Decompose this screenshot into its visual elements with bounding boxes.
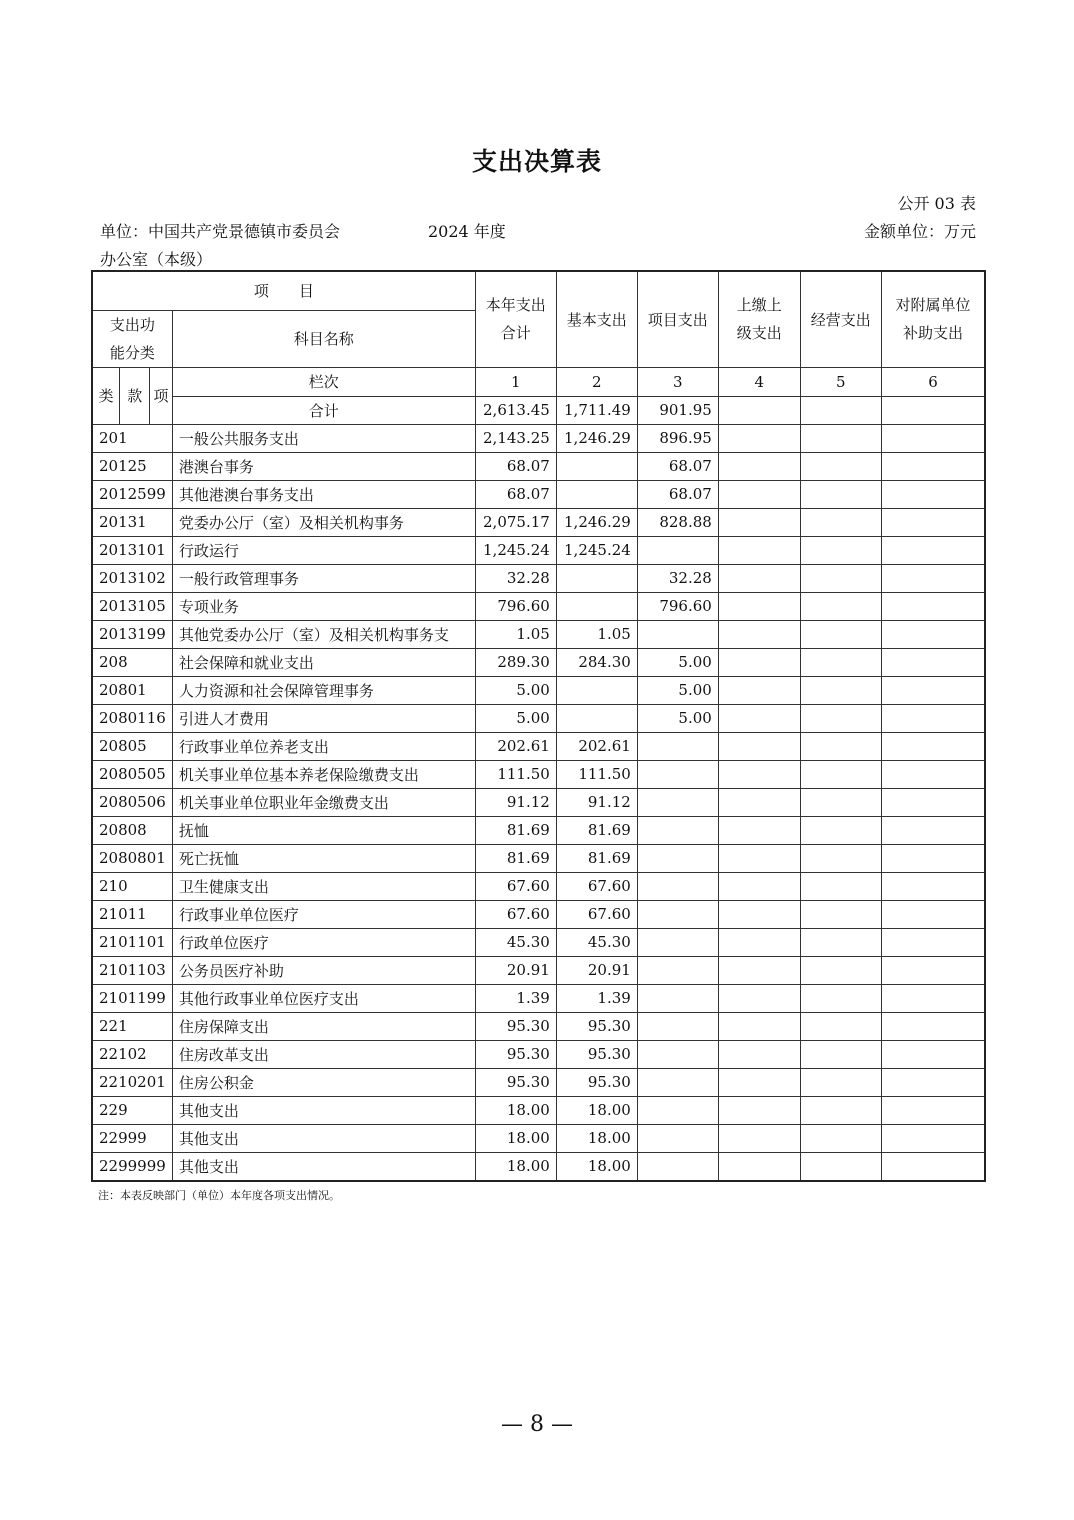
subsidy-cell — [881, 1040, 985, 1068]
subsidy-cell — [881, 452, 985, 480]
unit-name: 单位：中国共产党景德镇市委员会 — [100, 222, 341, 241]
project-cell — [637, 732, 718, 760]
basic-cell: 1,246.29 — [556, 508, 637, 536]
table-row — [92, 1068, 985, 1096]
project-cell — [637, 900, 718, 928]
subsidy-cell — [881, 1012, 985, 1040]
code-cell: 20131 — [92, 508, 172, 536]
table-row — [92, 564, 985, 592]
total-cell: 1,245.24 — [475, 536, 556, 564]
subsidy-cell — [881, 620, 985, 648]
remit-cell — [718, 956, 800, 984]
subject-name-cell: 其他港澳台事务支出 — [172, 480, 475, 508]
table-row — [92, 1012, 985, 1040]
total-cell: 2,613.45 — [475, 396, 556, 424]
col-number: 2 — [556, 367, 637, 396]
table-row — [92, 844, 985, 872]
subject-name-cell: 行政运行 — [172, 536, 475, 564]
business-cell — [800, 844, 881, 872]
business-cell — [800, 480, 881, 508]
col-number: 1 — [475, 367, 556, 396]
code-cell: 201 — [92, 424, 172, 452]
subsidy-cell — [881, 844, 985, 872]
subject-name-cell: 其他支出 — [172, 1124, 475, 1152]
business-cell — [800, 984, 881, 1012]
remit-cell — [718, 676, 800, 704]
header-project: 项目支出 — [637, 271, 718, 367]
basic-cell: 81.69 — [556, 816, 637, 844]
subsidy-cell — [881, 676, 985, 704]
business-cell — [800, 424, 881, 452]
remit-cell — [718, 844, 800, 872]
project-cell: 68.07 — [637, 480, 718, 508]
basic-cell: 202.61 — [556, 732, 637, 760]
basic-cell: 1.05 — [556, 620, 637, 648]
business-cell — [800, 536, 881, 564]
remit-cell — [718, 1012, 800, 1040]
basic-cell: 284.30 — [556, 648, 637, 676]
subsidy-cell — [881, 900, 985, 928]
project-cell — [637, 984, 718, 1012]
table-row — [92, 788, 985, 816]
total-cell: 289.30 — [475, 648, 556, 676]
subject-name-cell: 行政单位医疗 — [172, 928, 475, 956]
code-cell: 2013199 — [92, 620, 172, 648]
business-cell — [800, 760, 881, 788]
project-cell: 68.07 — [637, 452, 718, 480]
table-row — [92, 1152, 985, 1181]
total-cell: 5.00 — [475, 704, 556, 732]
subject-name-cell: 住房改革支出 — [172, 1040, 475, 1068]
subject-name-cell: 一般公共服务支出 — [172, 424, 475, 452]
basic-cell: 1,246.29 — [556, 424, 637, 452]
table-row — [92, 900, 985, 928]
expenditure-table — [91, 270, 986, 1182]
business-cell — [800, 872, 881, 900]
remit-cell — [718, 592, 800, 620]
subsidy-cell — [881, 1068, 985, 1096]
code-cell: 2013102 — [92, 564, 172, 592]
business-cell — [800, 1096, 881, 1124]
code-cell: 2101103 — [92, 956, 172, 984]
remit-cell — [718, 732, 800, 760]
business-cell — [800, 592, 881, 620]
header-xiang: 项 — [150, 367, 173, 424]
project-cell: 828.88 — [637, 508, 718, 536]
total-cell: 95.30 — [475, 1040, 556, 1068]
code-cell: 2012599 — [92, 480, 172, 508]
code-cell: 21011 — [92, 900, 172, 928]
basic-cell — [556, 676, 637, 704]
subject-name-cell: 住房保障支出 — [172, 1012, 475, 1040]
code-cell: 2080506 — [92, 788, 172, 816]
basic-cell — [556, 704, 637, 732]
page-number: — 8 — — [501, 1412, 573, 1437]
code-cell: 2210201 — [92, 1068, 172, 1096]
total-cell: 1.05 — [475, 620, 556, 648]
project-cell — [637, 1152, 718, 1181]
subject-name-cell: 抚恤 — [172, 816, 475, 844]
code-cell: 221 — [92, 1012, 172, 1040]
project-cell — [637, 1124, 718, 1152]
business-cell — [800, 564, 881, 592]
subject-name-cell: 社会保障和就业支出 — [172, 648, 475, 676]
project-cell — [637, 928, 718, 956]
col-number: 6 — [881, 367, 985, 396]
business-cell — [800, 396, 881, 424]
basic-cell: 1.39 — [556, 984, 637, 1012]
subsidy-cell — [881, 760, 985, 788]
project-cell — [637, 1012, 718, 1040]
total-cell: 18.00 — [475, 1124, 556, 1152]
basic-cell: 95.30 — [556, 1040, 637, 1068]
code-cell: 20808 — [92, 816, 172, 844]
project-cell — [637, 788, 718, 816]
basic-cell: 18.00 — [556, 1152, 637, 1181]
business-cell — [800, 1124, 881, 1152]
project-cell — [637, 1096, 718, 1124]
basic-cell: 95.30 — [556, 1068, 637, 1096]
project-cell — [637, 760, 718, 788]
subject-name-cell: 机关事业单位基本养老保险缴费支出 — [172, 760, 475, 788]
code-cell: 2013101 — [92, 536, 172, 564]
basic-cell: 95.30 — [556, 1012, 637, 1040]
remit-cell — [718, 620, 800, 648]
subject-name-cell: 住房公积金 — [172, 1068, 475, 1096]
header-lei: 类 — [92, 367, 120, 424]
basic-cell: 111.50 — [556, 760, 637, 788]
subsidy-cell — [881, 928, 985, 956]
table-row — [92, 872, 985, 900]
remit-cell — [718, 1096, 800, 1124]
table-row — [92, 816, 985, 844]
total-cell: 95.30 — [475, 1068, 556, 1096]
amount-unit: 金额单位：万元 — [863, 222, 976, 241]
business-cell — [800, 648, 881, 676]
business-cell — [800, 732, 881, 760]
table-row — [92, 956, 985, 984]
header-subject-name: 科目名称 — [172, 310, 475, 367]
basic-cell: 1,711.49 — [556, 396, 637, 424]
business-cell — [800, 508, 881, 536]
table-row — [92, 648, 985, 676]
subject-name-cell: 公务员医疗补助 — [172, 956, 475, 984]
col-number: 4 — [718, 367, 800, 396]
subject-name-cell: 党委办公厅（室）及相关机构事务 — [172, 508, 475, 536]
subsidy-cell — [881, 1152, 985, 1181]
total-cell: 95.30 — [475, 1012, 556, 1040]
project-cell: 5.00 — [637, 704, 718, 732]
subsidy-cell — [881, 508, 985, 536]
subsidy-cell — [881, 480, 985, 508]
code-cell: 2080505 — [92, 760, 172, 788]
basic-cell: 20.91 — [556, 956, 637, 984]
subject-name-cell: 一般行政管理事务 — [172, 564, 475, 592]
table-row — [92, 760, 985, 788]
col-number: 5 — [800, 367, 881, 396]
code-cell: 210 — [92, 872, 172, 900]
business-cell — [800, 956, 881, 984]
total-cell: 1.39 — [475, 984, 556, 1012]
total-cell: 68.07 — [475, 452, 556, 480]
project-cell — [637, 1068, 718, 1096]
remit-cell — [718, 1124, 800, 1152]
business-cell — [800, 704, 881, 732]
total-cell: 18.00 — [475, 1096, 556, 1124]
unit-name-suffix: 办公室（本级） — [100, 250, 213, 269]
business-cell — [800, 928, 881, 956]
basic-cell: 67.60 — [556, 900, 637, 928]
table-row — [92, 676, 985, 704]
header-total: 本年支出合计 — [475, 271, 556, 367]
header-column-label: 栏次 — [172, 367, 475, 396]
remit-cell — [718, 564, 800, 592]
total-cell: 111.50 — [475, 760, 556, 788]
business-cell — [800, 452, 881, 480]
table-row — [92, 704, 985, 732]
header-basic: 基本支出 — [556, 271, 637, 367]
basic-cell — [556, 592, 637, 620]
project-cell: 896.95 — [637, 424, 718, 452]
basic-cell: 45.30 — [556, 928, 637, 956]
business-cell — [800, 620, 881, 648]
remit-cell — [718, 396, 800, 424]
remit-cell — [718, 480, 800, 508]
table-row — [92, 928, 985, 956]
remit-cell — [718, 984, 800, 1012]
remit-cell — [718, 1068, 800, 1096]
form-number: 公开 03 表 — [897, 194, 976, 213]
subject-name-cell: 死亡抚恤 — [172, 844, 475, 872]
header-business: 经营支出 — [800, 271, 881, 367]
remit-cell — [718, 1040, 800, 1068]
total-cell: 2,143.25 — [475, 424, 556, 452]
project-cell — [637, 872, 718, 900]
subject-name-cell: 专项业务 — [172, 592, 475, 620]
code-cell: 20805 — [92, 732, 172, 760]
table-row — [92, 424, 985, 452]
project-cell: 5.00 — [637, 648, 718, 676]
project-cell: 32.28 — [637, 564, 718, 592]
code-cell: 2080116 — [92, 704, 172, 732]
subsidy-cell — [881, 536, 985, 564]
subject-name-cell: 其他支出 — [172, 1096, 475, 1124]
col-number: 3 — [637, 367, 718, 396]
subject-name-cell: 其他支出 — [172, 1152, 475, 1181]
subject-name-cell: 港澳台事务 — [172, 452, 475, 480]
project-cell: 796.60 — [637, 592, 718, 620]
subject-name-cell: 行政事业单位养老支出 — [172, 732, 475, 760]
table-row — [92, 984, 985, 1012]
project-cell — [637, 536, 718, 564]
subsidy-cell — [881, 1096, 985, 1124]
subsidy-cell — [881, 956, 985, 984]
table-row — [92, 620, 985, 648]
table-row — [92, 1096, 985, 1124]
total-cell: 18.00 — [475, 1152, 556, 1181]
basic-cell: 91.12 — [556, 788, 637, 816]
subsidy-cell — [881, 788, 985, 816]
total-cell: 796.60 — [475, 592, 556, 620]
basic-cell: 18.00 — [556, 1124, 637, 1152]
table-note: 注：本表反映部门（单位）本年度各项支出情况。 — [98, 1189, 340, 1202]
business-cell — [800, 1012, 881, 1040]
header-item: 项 目 — [92, 271, 475, 310]
subsidy-cell — [881, 732, 985, 760]
total-cell: 81.69 — [475, 844, 556, 872]
remit-cell — [718, 760, 800, 788]
basic-cell — [556, 452, 637, 480]
table-row — [92, 1040, 985, 1068]
basic-cell: 1,245.24 — [556, 536, 637, 564]
page-title: 支出决算表 — [471, 147, 602, 176]
subsidy-cell — [881, 816, 985, 844]
code-cell: 2299999 — [92, 1152, 172, 1181]
remit-cell — [718, 452, 800, 480]
business-cell — [800, 1040, 881, 1068]
project-cell — [637, 620, 718, 648]
business-cell — [800, 900, 881, 928]
subject-name-cell: 引进人才费用 — [172, 704, 475, 732]
business-cell — [800, 816, 881, 844]
basic-cell: 18.00 — [556, 1096, 637, 1124]
header-func-class: 支出功能分类 — [92, 310, 172, 367]
total-cell: 45.30 — [475, 928, 556, 956]
total-row — [92, 396, 985, 424]
remit-cell — [718, 872, 800, 900]
code-cell: 229 — [92, 1096, 172, 1124]
subsidy-cell — [881, 872, 985, 900]
code-cell: 2013105 — [92, 592, 172, 620]
header-kuan: 款 — [120, 367, 150, 424]
business-cell — [800, 1152, 881, 1181]
code-cell: 20801 — [92, 676, 172, 704]
code-cell: 20125 — [92, 452, 172, 480]
basic-cell: 67.60 — [556, 872, 637, 900]
project-cell: 901.95 — [637, 396, 718, 424]
basic-cell: 81.69 — [556, 844, 637, 872]
total-cell: 5.00 — [475, 676, 556, 704]
table-row — [92, 732, 985, 760]
subject-name-cell: 机关事业单位职业年金缴费支出 — [172, 788, 475, 816]
total-cell: 20.91 — [475, 956, 556, 984]
project-cell — [637, 844, 718, 872]
subsidy-cell — [881, 984, 985, 1012]
code-cell: 208 — [92, 648, 172, 676]
table-row — [92, 592, 985, 620]
total-cell: 2,075.17 — [475, 508, 556, 536]
remit-cell — [718, 928, 800, 956]
subsidy-cell — [881, 564, 985, 592]
total-cell: 67.60 — [475, 900, 556, 928]
project-cell — [637, 816, 718, 844]
subject-name-cell: 其他行政事业单位医疗支出 — [172, 984, 475, 1012]
remit-cell — [718, 648, 800, 676]
subject-name-cell: 其他党委办公厅（室）及相关机构事务支 — [172, 620, 475, 648]
subsidy-cell — [881, 1124, 985, 1152]
code-cell: 22999 — [92, 1124, 172, 1152]
code-cell: 22102 — [92, 1040, 172, 1068]
table-row — [92, 452, 985, 480]
subject-name-cell: 行政事业单位医疗 — [172, 900, 475, 928]
total-label: 合计 — [172, 396, 475, 424]
subsidy-cell — [881, 704, 985, 732]
code-cell: 2101101 — [92, 928, 172, 956]
header-subsidy: 对附属单位补助支出 — [881, 271, 985, 367]
remit-cell — [718, 900, 800, 928]
subject-name-cell: 卫生健康支出 — [172, 872, 475, 900]
remit-cell — [718, 536, 800, 564]
code-cell: 2080801 — [92, 844, 172, 872]
header-remit: 上缴上级支出 — [718, 271, 800, 367]
remit-cell — [718, 788, 800, 816]
remit-cell — [718, 1152, 800, 1181]
remit-cell — [718, 816, 800, 844]
fiscal-year: 2024 年度 — [428, 222, 506, 241]
project-cell — [637, 1040, 718, 1068]
subsidy-cell — [881, 424, 985, 452]
table-row — [92, 480, 985, 508]
business-cell — [800, 676, 881, 704]
remit-cell — [718, 704, 800, 732]
remit-cell — [718, 424, 800, 452]
total-cell: 91.12 — [475, 788, 556, 816]
code-cell: 2101199 — [92, 984, 172, 1012]
total-cell: 81.69 — [475, 816, 556, 844]
total-cell: 68.07 — [475, 480, 556, 508]
subsidy-cell — [881, 396, 985, 424]
table-row — [92, 1124, 985, 1152]
business-cell — [800, 788, 881, 816]
basic-cell — [556, 564, 637, 592]
remit-cell — [718, 508, 800, 536]
subject-name-cell: 人力资源和社会保障管理事务 — [172, 676, 475, 704]
project-cell: 5.00 — [637, 676, 718, 704]
total-cell: 202.61 — [475, 732, 556, 760]
subsidy-cell — [881, 648, 985, 676]
total-cell: 67.60 — [475, 872, 556, 900]
table-row — [92, 508, 985, 536]
subsidy-cell — [881, 592, 985, 620]
table-row — [92, 536, 985, 564]
project-cell — [637, 956, 718, 984]
business-cell — [800, 1068, 881, 1096]
total-cell: 32.28 — [475, 564, 556, 592]
basic-cell — [556, 480, 637, 508]
